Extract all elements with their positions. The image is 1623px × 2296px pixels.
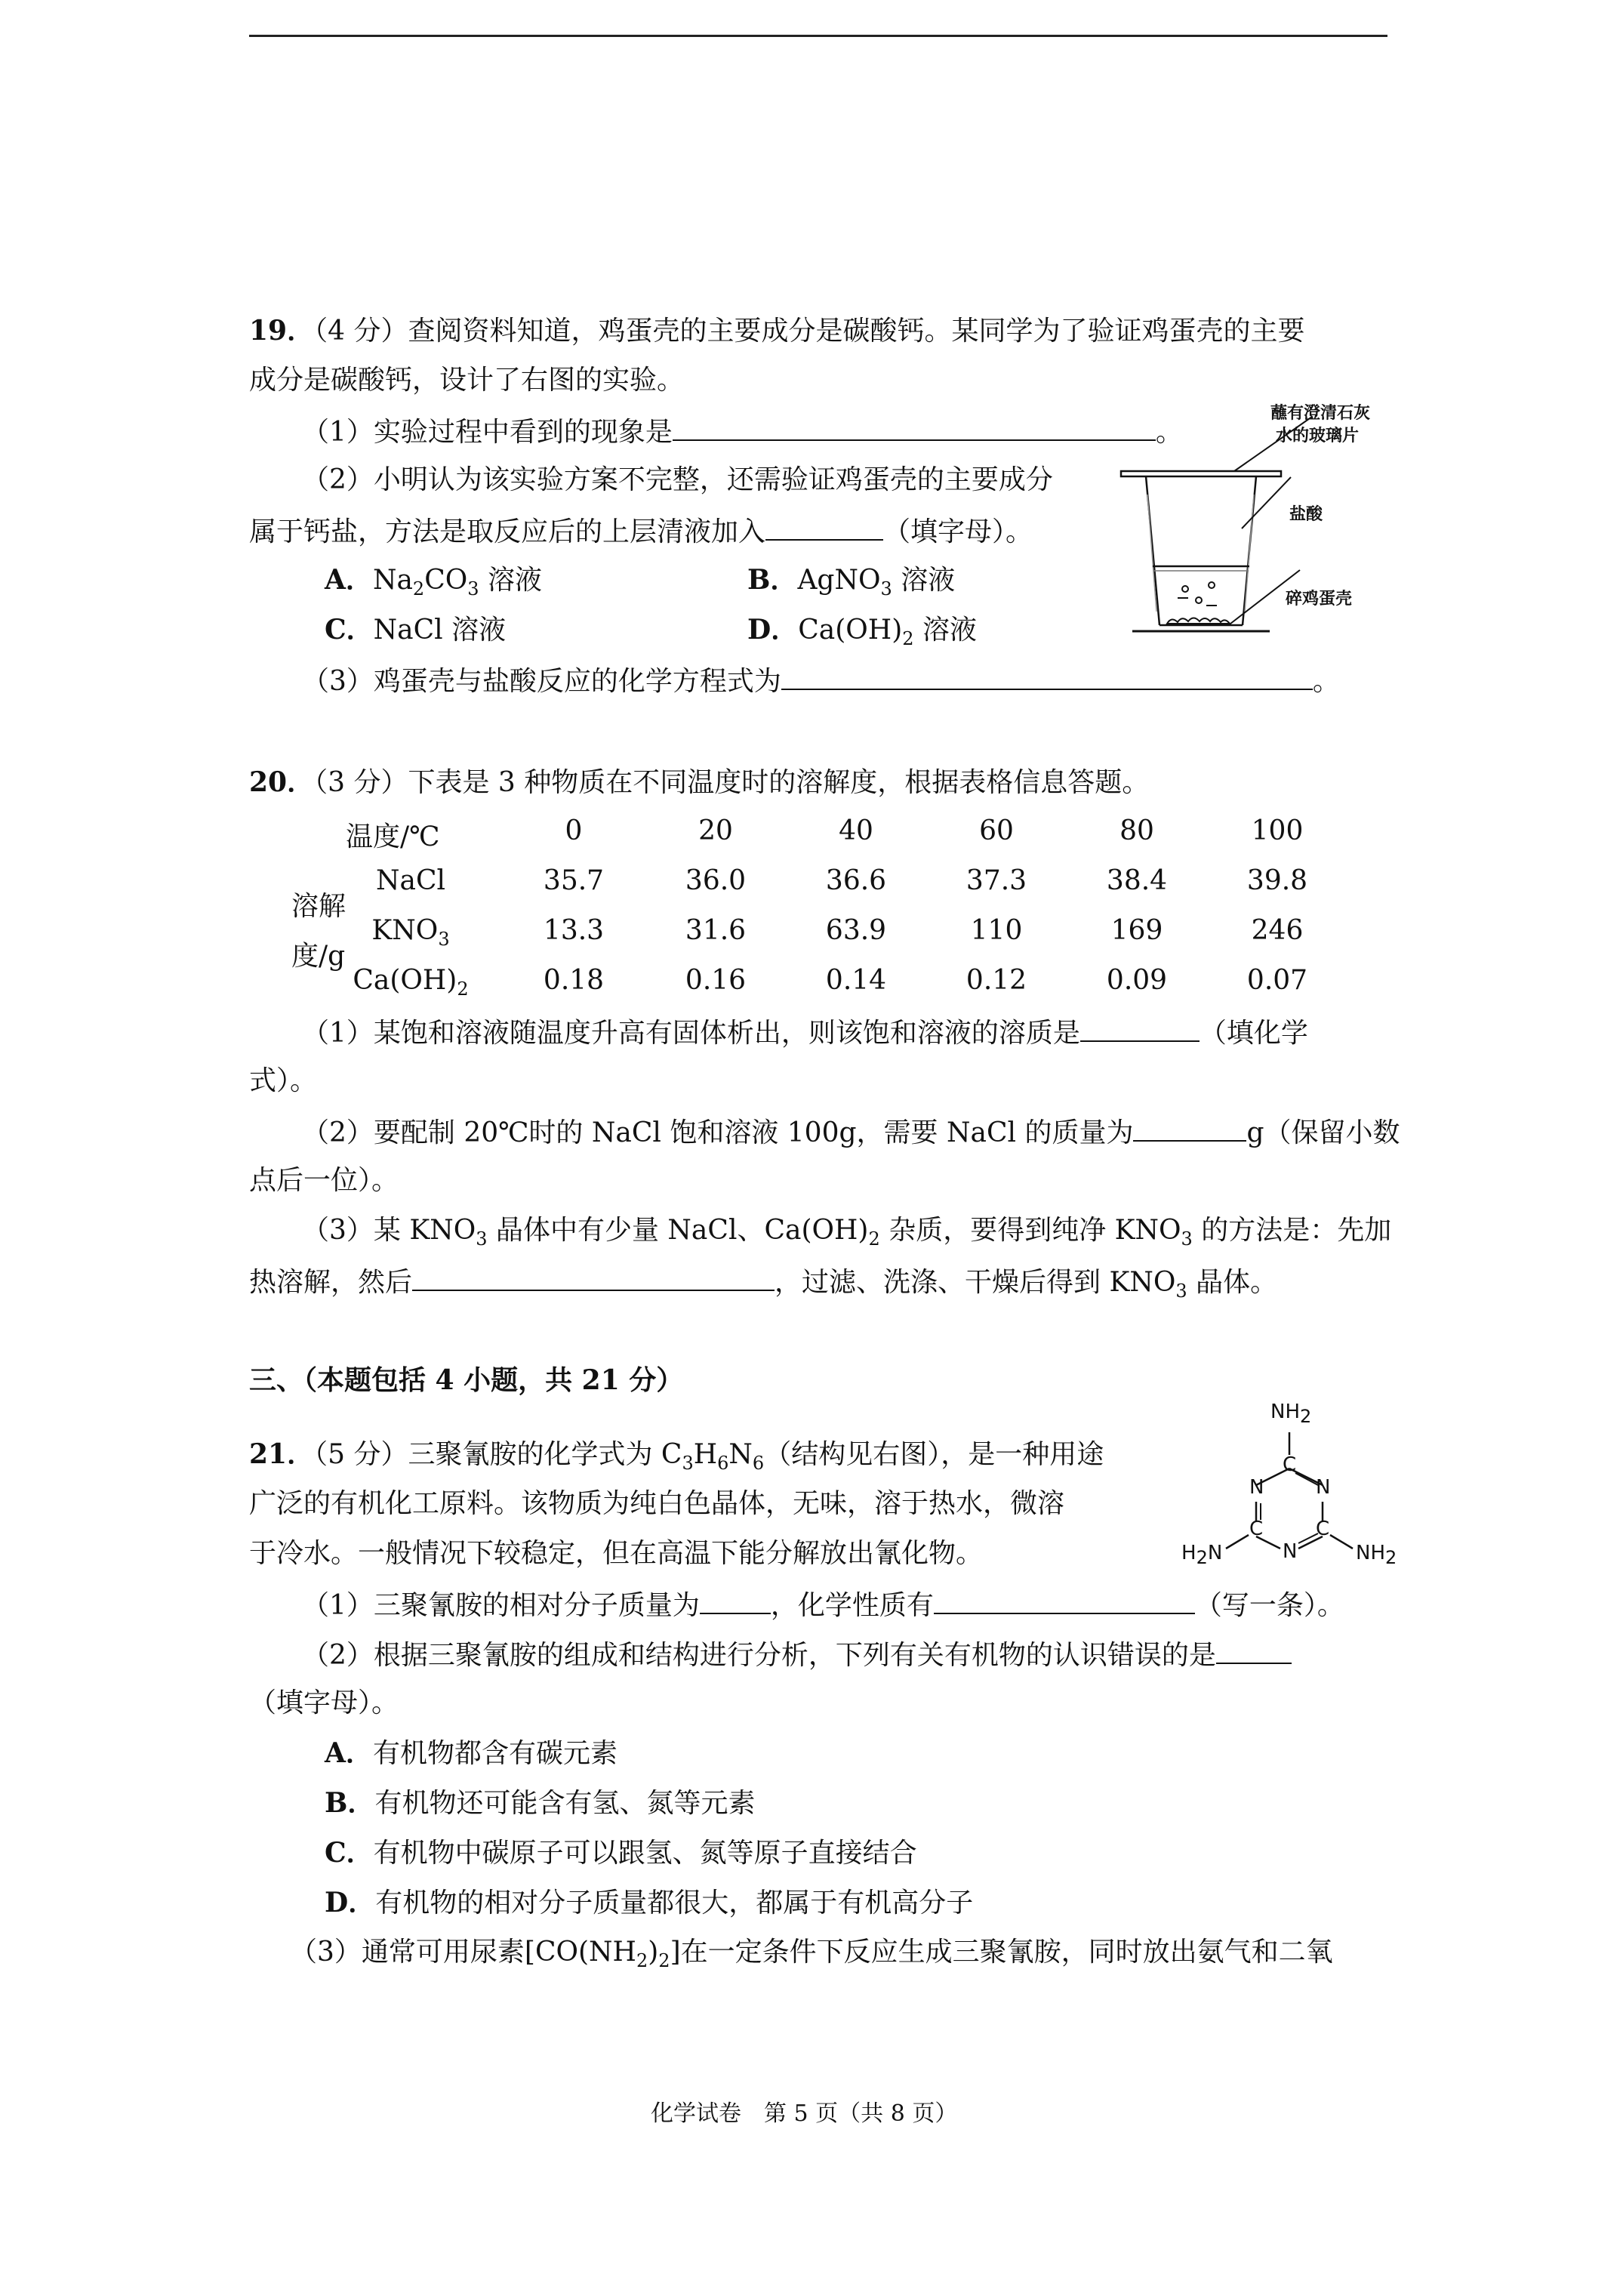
- table-cell: 39.8: [1246, 865, 1308, 896]
- q20-part3-t4: 的方法是：先加: [1192, 1215, 1392, 1246]
- q20-part3-l2-t2: ，过滤、洗涤、干燥后得到 KNO: [775, 1267, 1176, 1298]
- q20-part2-answer-blank[interactable]: [1133, 1114, 1246, 1142]
- q20-part3-l2-t1: 热溶解，然后: [249, 1267, 413, 1298]
- caoh2-text: Ca(OH): [353, 965, 457, 996]
- table-row-name-nacl: NaCl: [375, 865, 446, 896]
- right-nh-sub: 2: [1385, 1547, 1397, 1569]
- table-header-label: 温度/℃: [346, 821, 440, 852]
- left-h-text: H: [1181, 1542, 1196, 1564]
- q21-option-b-text: 有机物还可能含有氢、氮等元素: [374, 1788, 756, 1819]
- q19-part1: [302, 414, 1183, 449]
- fig-label-hydrochloric-acid: 盐酸: [1289, 505, 1323, 524]
- option-a-sub2: 3: [467, 578, 479, 600]
- option-a-text1: Na: [372, 565, 413, 596]
- q19-part2-end: （填字母）。: [883, 516, 1033, 547]
- top-rule: [249, 35, 1387, 37]
- q19-part2-text: 属于钙盐，方法是取反应后的上层清液加入: [249, 516, 766, 547]
- q21-option-d: [325, 1886, 973, 1920]
- q20-part1-text: （1）某饱和溶液随温度升高有固体析出，则该饱和溶液的溶质是: [302, 1018, 1080, 1049]
- table-row-name-caoh2: [350, 965, 471, 1000]
- q19-part3-answer-blank[interactable]: [781, 663, 1313, 690]
- q20-part2-end: g（保留小数: [1246, 1117, 1400, 1148]
- option-d-text2: 溶液: [913, 615, 977, 646]
- page-footer: 化学试卷 第 5 页（共 8 页）: [651, 2100, 958, 2127]
- option-c-label: C．: [325, 614, 374, 646]
- table-cell: 0.14: [825, 965, 887, 996]
- q21-part2-line1: [302, 1637, 1292, 1672]
- q20-part1-line2: 式）。: [249, 1065, 318, 1096]
- table-cell: 0.18: [543, 965, 605, 996]
- q20-part2-text: （2）要配制 20℃时的 NaCl 饱和溶液 100g，需要 NaCl 的质量为: [302, 1117, 1134, 1148]
- q21-part3-s1: 2: [636, 1950, 648, 1972]
- q20-part3-line2: [249, 1264, 1278, 1302]
- melamine-c-right: C: [1316, 1518, 1330, 1540]
- table-temp-20: 20: [698, 815, 733, 846]
- fig-label-eggshell: 碎鸡蛋壳: [1286, 590, 1353, 609]
- caoh2-sub: 2: [457, 978, 469, 1000]
- q21-number: 21．: [249, 1438, 315, 1470]
- option-d-text1: Ca(OH): [798, 615, 903, 646]
- q19-intro1: （4 分）查阅资料知道，鸡蛋壳的主要成分是碳酸钙。某同学为了验证鸡蛋壳的主要: [314, 316, 1305, 347]
- table-temp-60: 60: [979, 815, 1014, 846]
- q20-part1-answer-blank[interactable]: [1080, 1015, 1200, 1042]
- table-cell: 13.3: [543, 915, 605, 946]
- q21-option-c-text: 有机物中碳原子可以跟氢、氮等原子直接结合: [373, 1838, 917, 1869]
- melamine-n-right: N: [1316, 1476, 1331, 1499]
- q21-part2-answer-blank[interactable]: [1216, 1637, 1292, 1664]
- option-a-text3: 溶液: [479, 565, 542, 596]
- option-b-text2: 溶液: [892, 565, 956, 596]
- table-cell: 0.16: [685, 965, 747, 996]
- kno3-text: KNO: [371, 915, 439, 946]
- kno3-sub: 3: [438, 929, 450, 951]
- table-cell: 31.6: [685, 915, 747, 946]
- q20-part3-s3: 3: [1181, 1228, 1193, 1250]
- q20-number: 20．: [249, 766, 315, 798]
- q19-part3: [302, 663, 1340, 698]
- q21-option-d-label: D．: [325, 1887, 376, 1918]
- fig-label-glass-slide-1: 蘸有澄清石灰: [1270, 404, 1371, 423]
- option-b-sub1: 3: [880, 578, 892, 600]
- table-cell: 37.3: [965, 865, 1027, 896]
- table-temp-80: 80: [1119, 815, 1154, 846]
- table-temp-0: 0: [565, 815, 583, 846]
- table-cell: 36.6: [825, 865, 887, 896]
- q20-part3-answer-blank[interactable]: [412, 1264, 775, 1291]
- q21-part1-t3: （写一条）。: [1194, 1590, 1344, 1621]
- q21-option-d-text: 有机物的相对分子质量都很大，都属于有机高分子: [375, 1888, 974, 1918]
- q20-part3-t2: 晶体中有少量 NaCl、Ca(OH): [487, 1215, 869, 1246]
- q20-part1-line1: [302, 1015, 1308, 1050]
- q20-part2-line1: [302, 1114, 1400, 1150]
- q21-part1-answer-blank-2[interactable]: [934, 1587, 1195, 1614]
- table-cell: 38.4: [1106, 865, 1168, 896]
- q20-part3-l2-t3: 晶体。: [1187, 1267, 1278, 1298]
- q19-part3-end: 。: [1312, 666, 1340, 697]
- q21-option-c-label: C．: [325, 1837, 374, 1869]
- q20-intro-text: （3 分）下表是 3 种物质在不同温度时的溶解度，根据表格信息答题。: [314, 767, 1150, 798]
- table-cell: 110: [970, 915, 1023, 946]
- q21-part3-s2: 2: [658, 1950, 670, 1972]
- melamine-n-left: N: [1249, 1476, 1264, 1499]
- q20-part3-l2-sub: 3: [1175, 1281, 1187, 1302]
- q21-intro-t1: （5 分）三聚氰胺的化学式为 C: [314, 1439, 682, 1470]
- q21-part2-text: （2）根据三聚氰胺的组成和结构进行分析，下列有关有机物的认识错误的是: [302, 1640, 1216, 1671]
- table-temp-40: 40: [839, 815, 873, 846]
- option-b-text1: AgNO: [797, 565, 881, 596]
- q20-part2-line2: 点后一位）。: [249, 1165, 399, 1196]
- q21-intro-s3: 6: [752, 1453, 765, 1475]
- table-row-name-kno3: [358, 915, 463, 951]
- q21-part3-t2: ): [648, 1937, 659, 1968]
- melamine-right-amine: [1356, 1542, 1397, 1569]
- q21-intro-s1: 3: [682, 1453, 694, 1475]
- fig-label-glass-slide-2: 水的玻璃片: [1276, 427, 1360, 445]
- table-cell: 246: [1251, 915, 1304, 946]
- q19-option-b: [747, 563, 956, 600]
- option-c-text: NaCl 溶液: [373, 615, 507, 646]
- q19-part1-end: 。: [1155, 417, 1183, 448]
- q21-intro-t2: H: [693, 1439, 718, 1470]
- table-cell: 0.07: [1246, 965, 1308, 996]
- q21-part3-t1: （3）通常可用尿素[CO(NH: [290, 1937, 636, 1968]
- q19-part3-text: （3）鸡蛋壳与盐酸反应的化学方程式为: [302, 666, 781, 697]
- option-b-label: B．: [747, 564, 798, 596]
- melamine-n-bottom: N: [1283, 1540, 1298, 1563]
- q20-part3-s1: 3: [476, 1228, 488, 1250]
- q21-intro-line3: 于冷水。一般情况下较稳定，但在高温下能分解放出氰化物。: [249, 1538, 984, 1569]
- q20-part3-t1: （3）某 KNO: [302, 1215, 476, 1246]
- q21-intro-t4: （结构见右图），是一种用途: [764, 1439, 1104, 1470]
- option-a-sub1: 2: [412, 578, 425, 600]
- table-cell: 0.09: [1106, 965, 1168, 996]
- q19-option-a: [325, 563, 542, 600]
- q21-intro-t3: N: [728, 1439, 753, 1470]
- table-temp-100: 100: [1251, 815, 1304, 846]
- top-nh-sub: 2: [1300, 1406, 1312, 1428]
- top-nh-text: NH: [1270, 1401, 1300, 1423]
- table-cell: 0.12: [965, 965, 1027, 996]
- left-n-text: N: [1207, 1542, 1223, 1564]
- q20-part3-t3: 杂质，要得到纯净 KNO: [879, 1215, 1181, 1246]
- q19-part1-text: （1）实验过程中看到的现象是: [302, 417, 673, 448]
- q21-option-b: [325, 1786, 755, 1820]
- q21-option-a: [325, 1737, 617, 1771]
- option-d-label: D．: [747, 614, 799, 646]
- option-d-sub1: 2: [902, 628, 914, 650]
- q21-part3-t3: ]在一定条件下反应生成三聚氰胺，同时放出氨气和二氧: [670, 1937, 1333, 1968]
- melamine-c-top: C: [1283, 1453, 1297, 1476]
- q19-intro-line2: 成分是碳酸钙，设计了右图的实验。: [249, 365, 685, 396]
- q19-part1-answer-blank[interactable]: [673, 414, 1156, 441]
- q21-intro-line2: 广泛的有机化工原料。该物质为纯白色晶体，无味，溶于热水，微溶: [249, 1488, 1065, 1519]
- right-nh-text: NH: [1356, 1542, 1385, 1564]
- q21-option-a-text: 有机物都含有碳元素: [372, 1738, 617, 1769]
- table-row-group-label-2: 度/g: [291, 941, 346, 972]
- q21-option-c: [325, 1836, 917, 1870]
- q21-option-a-label: A．: [325, 1737, 373, 1769]
- q20-part3-line1: [302, 1214, 1392, 1250]
- q20-part1-end: （填化学: [1199, 1018, 1308, 1049]
- melamine-left-amine: [1181, 1542, 1223, 1569]
- q19-option-d: [747, 613, 977, 650]
- q19-intro-line1: [249, 314, 1304, 348]
- q19-number: 19．: [249, 315, 315, 347]
- q21-part1-answer-blank-1[interactable]: [700, 1587, 771, 1614]
- melamine-c-left: C: [1249, 1518, 1264, 1540]
- q19-part2-answer-blank[interactable]: [765, 513, 883, 541]
- melamine-top-amine: [1270, 1401, 1312, 1428]
- q20-intro: [249, 766, 1149, 800]
- option-a-text2: CO: [424, 565, 468, 596]
- q19-part2-line2: [249, 513, 1033, 549]
- q19-option-c: [325, 613, 506, 647]
- left-h-sub: 2: [1196, 1547, 1208, 1569]
- option-a-label: A．: [325, 564, 373, 596]
- table-row-group-label-1: 溶解: [291, 891, 346, 922]
- table-cell: 36.0: [685, 865, 747, 896]
- solubility-table: [249, 808, 1381, 1004]
- q20-part3-s2: 2: [868, 1228, 880, 1250]
- q21-part2-line2: （填字母）。: [249, 1687, 399, 1718]
- q21-intro-s2: 6: [717, 1453, 729, 1475]
- q21-intro-line1: [249, 1438, 1104, 1475]
- q21-part3: [290, 1936, 1333, 1972]
- q21-part1-t1: （1）三聚氰胺的相对分子质量为: [302, 1590, 700, 1621]
- q21-part1-t2: ，化学性质有: [770, 1590, 934, 1621]
- section-3-heading: 三、（本题包括 4 小题，共 21 分）: [249, 1364, 684, 1396]
- q21-option-b-label: B．: [325, 1787, 375, 1819]
- q19-part2-line1: （2）小明认为该实验方案不完整，还需验证鸡蛋壳的主要成分: [302, 464, 1053, 495]
- table-cell: 63.9: [825, 915, 887, 946]
- table-cell: 169: [1110, 915, 1163, 946]
- table-cell: 35.7: [543, 865, 605, 896]
- q21-part1: [302, 1587, 1344, 1623]
